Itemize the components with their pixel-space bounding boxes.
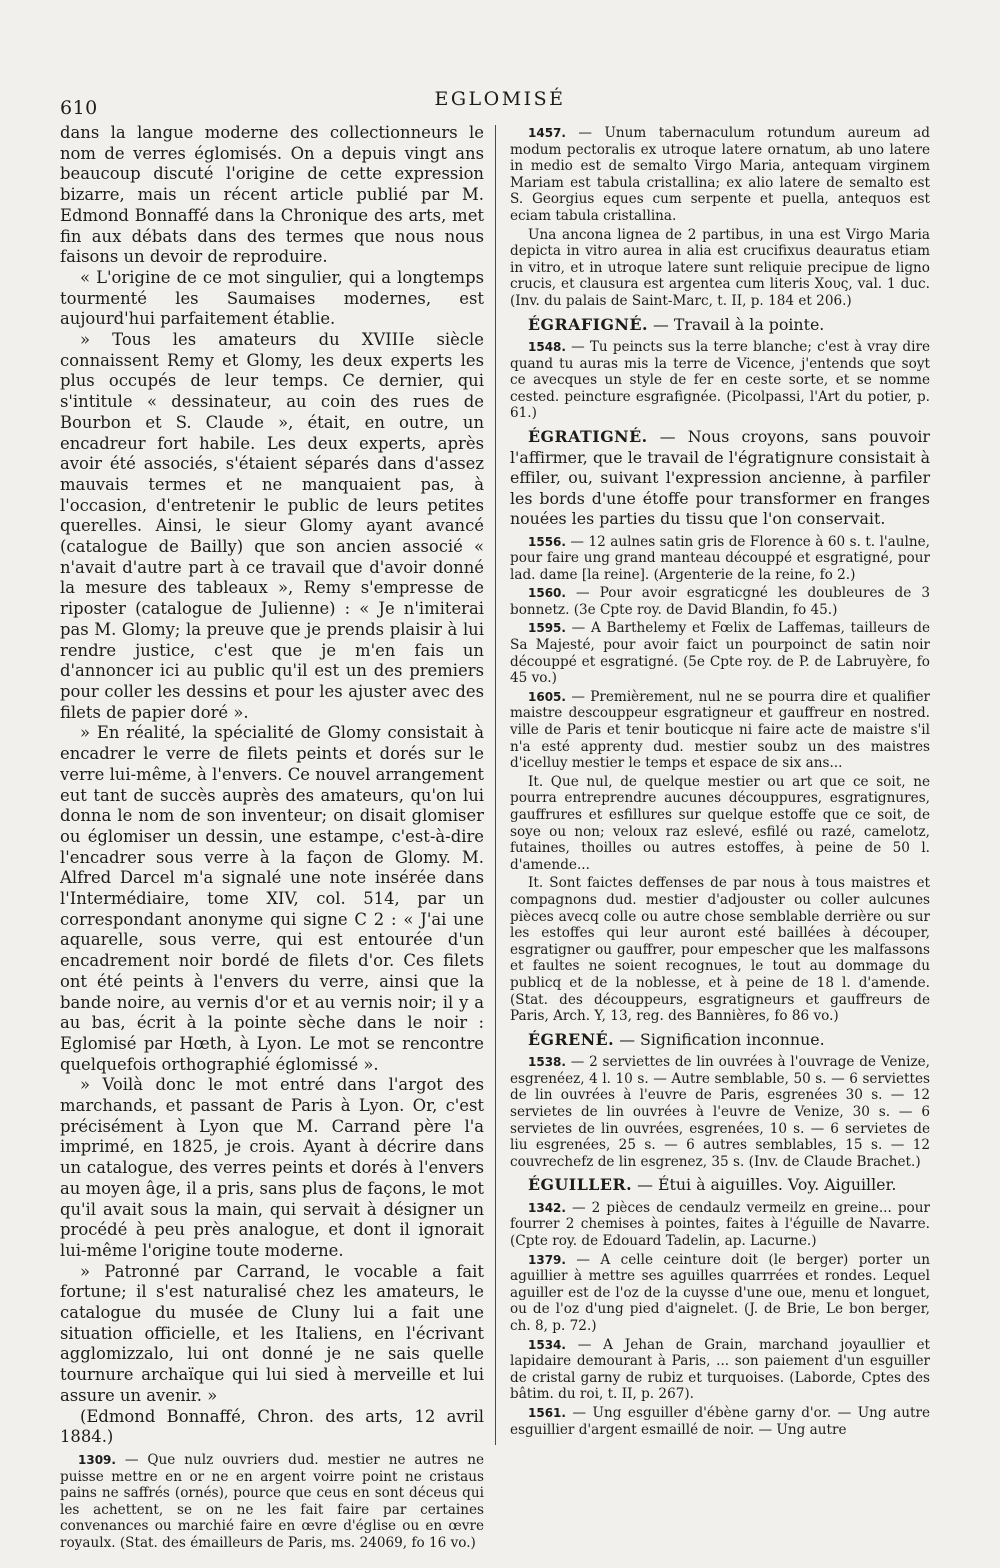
citation-text: — Tu peincts sus la terre blanche; c'est à vray dire quand tu auras mis la terre de Vicence, j'entends que soyt ce avecques un style de fer en ceste sorte, et se nomme cested. peincture esgrafignée. (Picolpassi, l'Art du potier, p. 61.) — [510, 339, 930, 422]
paragraph: « L'origine de ce mot singulier, qui a longtemps tourmenté les Saumaises modernes, est aujourd'hui parfaitement établie. — [60, 267, 484, 329]
headword: ÉGUILLER. — [528, 1175, 633, 1195]
headword: ÉGRAFIGNÉ. — [528, 314, 648, 334]
citation-entry — [60, 1452, 484, 1552]
citation-year: 1595. — [528, 621, 566, 636]
citation-text: — Unum tabernaculum rotundum aureum ad modum pectoralis ex utroque latere ornatum, ab uno latere in medio est de semalto Virgo Maria, antequam virginem Mariam est tabula cristallina; ex alio latere de semalto est S. Georgius eques cum serpente et puella, antequos est eciam tabula cristallina. — [510, 125, 930, 224]
headword: ÉGRENÉ. — [528, 1029, 615, 1049]
citation-year: 1561. — [528, 1406, 566, 1420]
citation-year: 1560. — [528, 586, 566, 601]
headword: ÉGRATIGNÉ. — [528, 427, 648, 446]
article-entry — [510, 1175, 930, 1196]
citation-text: — Premièrement, nul ne se pourra dire et qualifier maistre descouppeur esgratigneur et gauffreur en nostred. ville de Paris et tenir bouticque ni faire acte de maistre s'il n'a esté apprenty dud. mestier soubz un des maistres d'icelluy mestier le temps et espace de six ans... — [510, 688, 930, 772]
citation-year: 1548. — [528, 340, 566, 355]
paragraph: » Voilà donc le mot entré dans l'argot des marchands, et passant de Paris à Lyon. Or, c'est précisément à Lyon que M. Carrand père l'a imprimé, en 1825, je crois. Ayant à décrire dans un catalogue, des verres peints et dorés à l'envers au moyen âge, il a pris, sans plus de façons, le mot qu'il avait sous la main, qui servait à désigner un procédé à peu près analogue, et dont il ignorait lui-même l'origine toute moderne. — [60, 1075, 484, 1260]
citation-year: 1534. — [528, 1337, 566, 1352]
citation-year: 1309. — [78, 1453, 116, 1467]
citation-text: — 2 serviettes de lin ouvrées à l'ouvrage de Venize, esgrenéez, 4 l. 10 s. — Autre semblable, 50 s. — 6 serviettes de lin ouvrées à l'euvre de Paris, esgrenées 30 s. — 12 servietes de lin ouvrées à l'euvre de Venize, 30 s. — 6 servietes de lin ouvrées, esgrenées, 10 s. — 6 servietes de liu esgrenées, 25 s. — 6 autres semblables, 15 s. — 12 couvrechefz de lin esgrenez, 35 s. (Inv. de Claude Brachet.) — [510, 1054, 930, 1170]
paragraph: » En réalité, la spécialité de Glomy consistait à encadrer le verre de filets peints et dorés sur le verre lui-même, à l'envers. Ce nouvel arrangement eut tant de succès auprès des amateurs, qu'on lui donna le nom de son inventeur; on disait glomiser ou églomiser un dessin, une estampe, c'est-à-dire l'encadrer sous verre à la façon de Glomy. M. Alfred Darcel m'a signalé une note insérée dans l'Intermédiaire, tome XIV, col. 514, par un correspondant anonyme qui signe C 2 : « J'ai une aquarelle, sous verre, qui est entourée d'un encadrement noir bordé de filets d'or. Ces filets ont été peints à l'envers du verre, ainsi que la bande noire, au vernis d'or et au vernis noir; il y a au bas, écrit à la pointe sèche dans le noir : Eglomisé par Hœth, à Lyon. Le mot se rencontre quelquefois orthographié églomissé ». — [60, 723, 484, 1074]
definition: — Nous croyons, sans pouvoir l'affirmer, que le travail de l'égratignure consistait à effiler, ou, suivant l'expression ancienne, à parfiler les bords d'une étoffe pour transformer en franges nouées les parties du tissu que l'on conservait. — [510, 427, 930, 528]
paragraph: » Tous les amateurs du XVIIIe siècle connaissent Remy et Glomy, les deux experts les plus occupés de leur temps. Ce dernier, qui s'intitule « dessinateur, au coin des rues de Bourbon et S. Claude », était, en outre, un encadreur fort habile. Les deux experts, après avoir été associés, s'étaient séparés dans d'assez mauvais termes et ne manquaient pas, à l'occasion, d'entretenir le public de leurs petites querelles. Ainsi, le sieur Glomy ayant avancé (catalogue de Bailly) que son ancien associé « n'avait d'autre part à ce travail que d'avoir donné la mesure des tableaux », Remy s'empresse de riposter (catalogue de Julienne) : « Je n'imiterai pas M. Glomy; la preuve que je prends plaisir à lui rendre justice, c'est que je m'en fais un d'annoncer ici au public qu'il est un des premiers pour coller les dessins et pour les ajuster avec des filets de papier doré ». — [60, 330, 484, 722]
definition: — Travail à la pointe. — [653, 314, 825, 334]
column-divider — [495, 125, 496, 1445]
citation-entry — [510, 339, 930, 422]
article-entry — [510, 427, 930, 530]
citation-entry — [510, 585, 930, 618]
citation-text: — A Barthelemy et Fœlix de Laffemas, tailleurs de Sa Majesté, pour avoir faict un pourpoinct de satin noir découppé et esgratigné. (5e Cpte roy. de P. de Labruyère, fo 45 vo.) — [510, 620, 930, 687]
citation-text: Una ancona lignea de 2 partibus, in una est Virgo Maria depicta in vitro aurea in alia est crucifixus deauratus etiam in vitro, et in utroque latere sunt reliquie precipue de ligno crucis, et clausura est argentea cum literis Χους, val. 1 duc. (Inv. du palais de Saint-Marc, t. II, p. 184 et 206.) — [510, 226, 930, 309]
citation-year: 1538. — [528, 1055, 566, 1070]
citation-text: — Pour avoir esgraticgné les doubleures de 3 bonnetz. (3e Cpte roy. de David Blandin, fo 45.) — [510, 585, 930, 618]
citation-entry — [510, 620, 930, 686]
article-entry — [510, 315, 930, 336]
citation-entry — [510, 534, 930, 584]
right-column — [510, 123, 930, 1508]
citation-entry — [510, 227, 930, 310]
citation-text: It. Que nul, de quelque mestier ou art que ce soit, ne pourra entreprendre aucunes découppures, esgratignures, gauffrures et esfillures sur quelque estoffe que ce soit, de soye ou non; veloux raz eslevé, esfilé ou razé, camelotz, futaines, thoilles ou autres estoffes, à peine de 50 l. d'amende... — [510, 773, 930, 873]
citation-entry — [510, 1054, 930, 1170]
citation-entry — [510, 875, 930, 1024]
citation-entry — [510, 125, 930, 225]
left-column — [60, 123, 484, 1551]
citation-year: 1556. — [528, 534, 566, 549]
citation-text: — 2 pièces de cendaulz vermeilz en greine... pour fourrer 2 chemises à pointes, faites à l'éguille de Navarre. (Cpte roy. de Edouard Tadelin, ap. Lacurne.) — [510, 1199, 930, 1250]
citation-year: 1342. — [528, 1200, 566, 1215]
paragraph: dans la langue moderne des collectionneurs le nom de verres églomisés. On a depuis vingt ans beaucoup discuté l'origine de cette expression bizarre, mais un récent article publié par M. Edmond Bonnaffé dans la Chronique des arts, met fin aux débats dans des termes que nous nous faisons un devoir de reproduire. — [60, 123, 484, 267]
citation-entry — [510, 689, 930, 772]
citation-text: — Que nulz ouvriers dud. mestier ne autres ne puisse mettre en or ne en argent voirre point ne cristaus pains ne saffrés (ornés), pource que ceus en sont déceus qui les achettent, se on ne les fait faire par certaines convenances ou marchié faire en œvre d'église ou en œvre royaulx. (Stat. des émailleurs de Paris, ms. 24069, fo 16 vo.) — [60, 1452, 484, 1551]
citation-year: 1605. — [528, 689, 566, 704]
definition: — Signification inconnue. — [619, 1029, 825, 1049]
citation-entry — [510, 1252, 930, 1335]
citation-year: 1457. — [528, 126, 566, 140]
definition: — Étui à aiguilles. Voy. Aiguiller. — [637, 1175, 897, 1195]
citation-text: — 12 aulnes satin gris de Florence à 60 s. t. l'aulne, pour faire ung grand manteau découppé et esgratigné, pour lad. dame [la reine]. (Argenterie de la reine, fo 2.) — [510, 533, 930, 583]
citation-entry — [510, 1337, 930, 1403]
citation-text: It. Sont faictes deffenses de par nous à tous maistres et compagnons dud. mestier d'adjouster ou coller aulcunes pièces avecq colle ou autre chose semblable derrière ou sur les estoffes qui leur auront esté baillées à découper, esgratigner ou gauffrer, pour empescher que les malfassons et faultes ne soient recognues, le tout au dommage du publicq et de la noblesse, et à peine de 18 l. d'amende. (Stat. des découppeurs, esgratigneurs et gauffreurs de Paris, Arch. Y, 13, reg. des Bannières, fo 86 vo.) — [510, 875, 930, 1025]
running-head: EGLOMISÉ — [434, 88, 566, 110]
citation-text: — Ung esguiller d'ébène garny d'or. — Ung autre esguillier d'argent esmaillé de noir. — Ung autre — [510, 1405, 930, 1438]
paragraph: » Patronné par Carrand, le vocable a fait fortune; il s'est naturalisé chez les amateurs, le catalogue du musée de Cluny lui a fait une situation officielle, et les Italiens, en l'écrivant agglomizzalo, lui ont donné je ne sais quelle tournure archaïque qui lui sied à merveille et lui assure un avenir. » — [60, 1261, 484, 1405]
citation-text: — A Jehan de Grain, marchand joyaullier et lapidaire demourant à Paris, ... son paiement d'un esguiller de cristal garny de rubiz et turquoises. (Laborde, Cptes des bâtim. du roi, t. II, p. 267). — [510, 1336, 930, 1403]
source-citation: (Edmond Bonnaffé, Chron. des arts, 12 avril 1884.) — [60, 1406, 484, 1447]
citation-entry — [510, 1405, 930, 1438]
citation-year: 1379. — [528, 1252, 566, 1267]
page-number: 610 — [60, 97, 98, 119]
article-entry — [510, 1030, 930, 1051]
citation-entry — [510, 1200, 930, 1250]
citation-text: — A celle ceinture doit (le berger) porter un aguillier à mettre ses aguilles quarrrées et rondes. Lequel aguiller est de l'oz de la cuysse d'une oue, menu et longuet, ou de l'oz d'ung pied d'aignelet. (J. de Brie, Le bon berger, ch. 8, p. 72.) — [510, 1251, 930, 1335]
citation-entry — [510, 774, 930, 874]
